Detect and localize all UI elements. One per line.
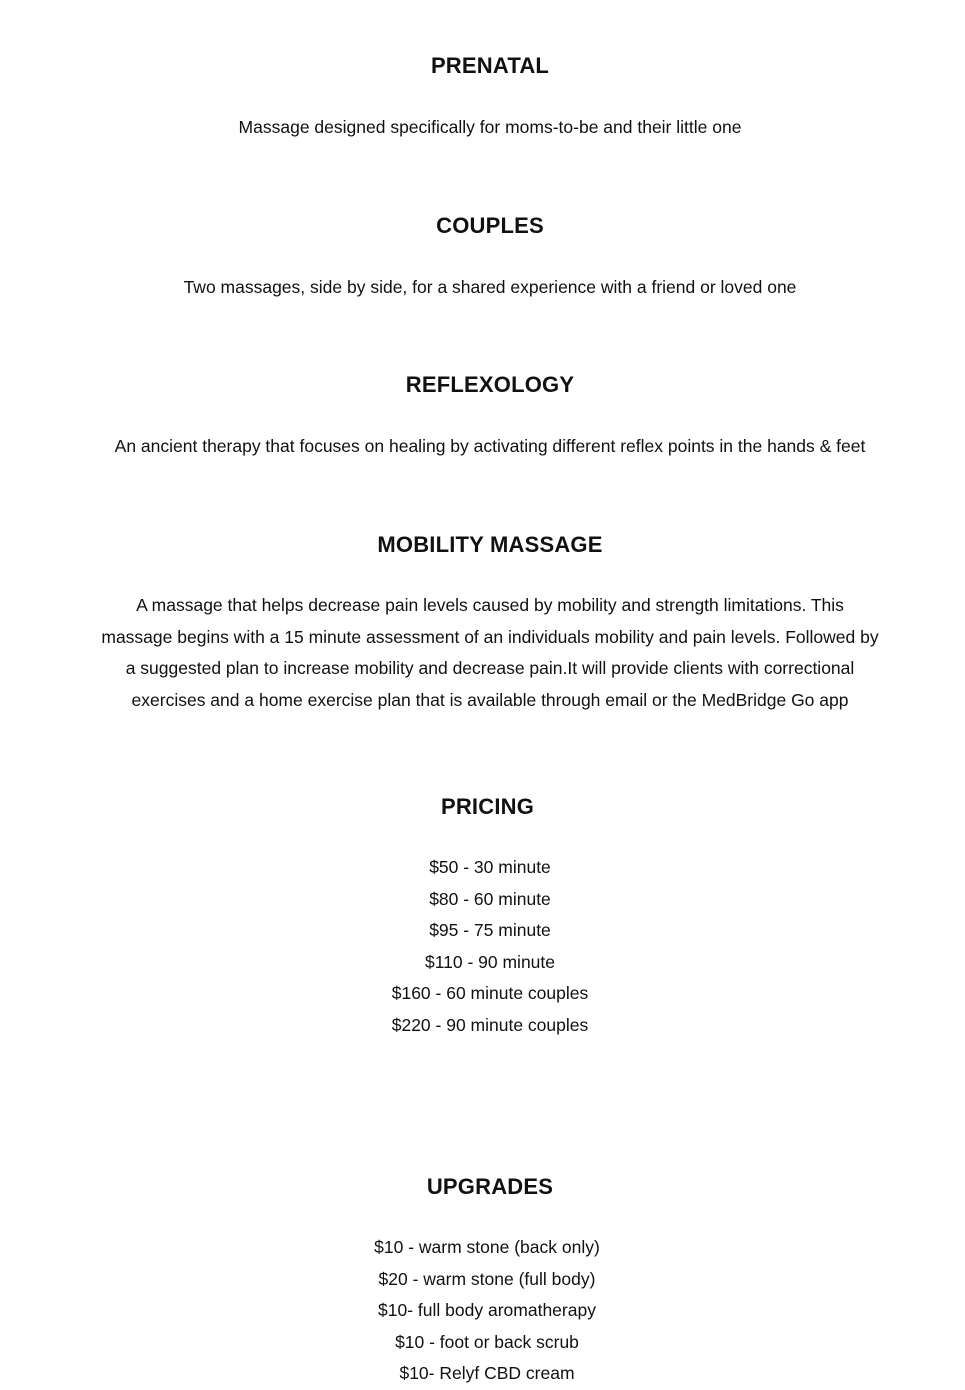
price-item: $110 - 90 minute	[424, 951, 556, 972]
upgrade-item: $10 - foot or back scrub	[395, 1331, 579, 1352]
pricing-list	[0, 852, 965, 1041]
price-item: $80 - 60 minute	[429, 888, 551, 909]
prenatal-description: Massage designed specifically for moms-to-be and their little one	[238, 117, 742, 137]
upgrade-item: $10- full body aromatherapy	[378, 1300, 596, 1320]
upgrades-heading: UPGRADES	[426, 1174, 554, 1199]
couples-description: Two massages, side by side, for a shared experience with a friend or loved one	[183, 277, 797, 297]
reflexology-heading: REFLEXOLOGY	[405, 372, 575, 397]
upgrades-list	[0, 1232, 965, 1390]
pricing-heading: PRICING	[440, 794, 535, 819]
price-item: $160 - 60 minute couples	[391, 983, 589, 1003]
prenatal-heading: PRENATAL	[430, 53, 550, 78]
reflexology-description: An ancient therapy that focuses on healing by activating different reflex points in the hands & feet	[114, 436, 866, 456]
mobility-massage-description: A massage that helps decrease pain levels caused by mobility and strength limitations. This massage begins with a 15 minute assessment of an individuals mobility and pain levels. Followed by a suggested plan to increase mobility and decrease pain.It will provide clients with correctional exercises and a home exercise plan that is available through email or the MedBridge Go app	[101, 595, 879, 710]
price-item: $220 - 90 minute couples	[391, 1014, 589, 1035]
upgrade-item: $10 - warm stone (back only)	[374, 1237, 600, 1257]
mobility-massage-heading: MOBILITY MASSAGE	[377, 532, 603, 557]
price-item: $50 - 30 minute	[429, 857, 551, 877]
couples-heading: COUPLES	[436, 213, 544, 238]
price-item: $95 - 75 minute	[429, 920, 551, 940]
upgrade-item: $20 - warm stone (full body)	[378, 1268, 596, 1289]
upgrade-item: $10- Relyf CBD cream	[399, 1363, 575, 1383]
